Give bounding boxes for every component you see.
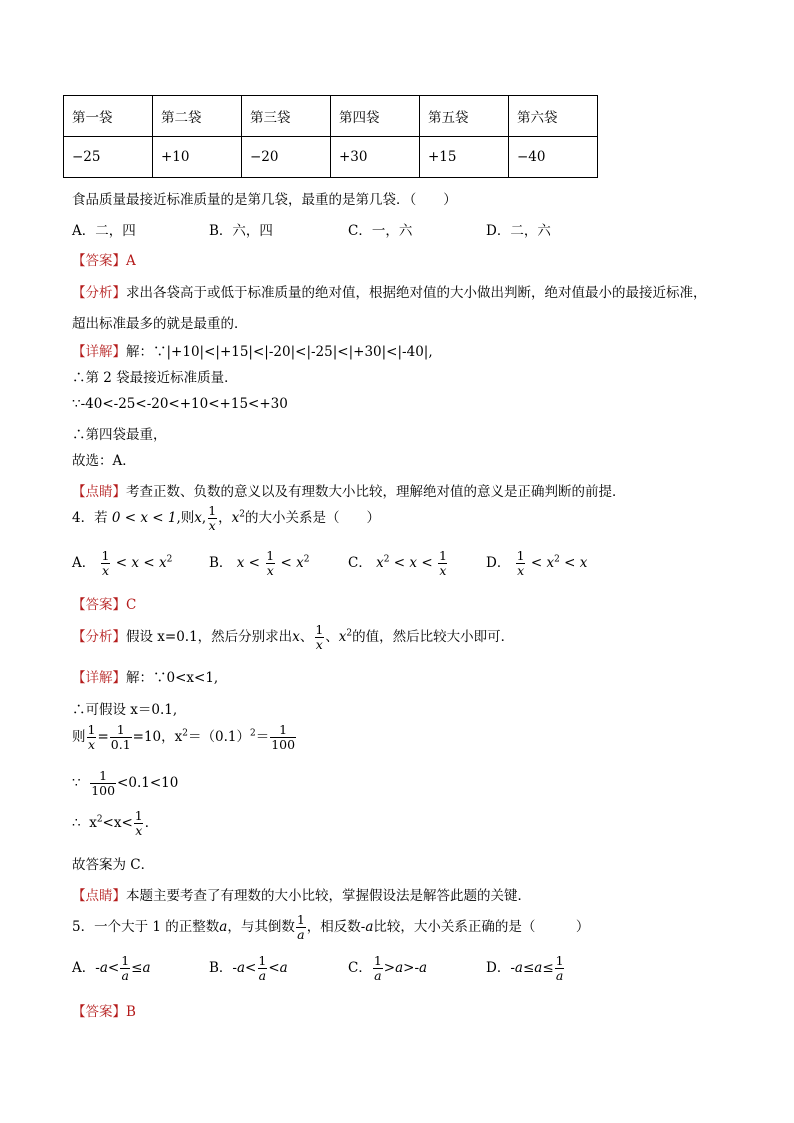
exponent: 2 bbox=[96, 814, 103, 825]
fraction-1-over-x bbox=[87, 724, 97, 751]
q3-analysis-cont: 超出标准最多的就是最重的． bbox=[72, 316, 248, 332]
q5-stem-end: 比较，大小关系正确的是（ ） bbox=[373, 919, 590, 935]
eq: ＝ bbox=[255, 729, 270, 745]
q3-comment bbox=[72, 480, 626, 500]
frac-den: 0.1 bbox=[110, 736, 131, 752]
q3-option-b: B．六，四 bbox=[209, 223, 273, 239]
frac-num: 1 bbox=[99, 768, 108, 783]
exponent: 2 bbox=[383, 554, 390, 565]
neg: - bbox=[414, 960, 420, 976]
var-a: a bbox=[365, 919, 374, 935]
lt: < bbox=[564, 555, 576, 571]
q4-detail-line: 故答案为 C． bbox=[72, 857, 155, 873]
frac-den: x bbox=[315, 636, 323, 652]
comment-text: 考查正数、负数的意义以及有理数大小比较，理解绝对值的意义是正确判断的前提． bbox=[126, 484, 626, 500]
table-header-cell: 第一袋 bbox=[64, 96, 153, 137]
frac-num: 1 bbox=[121, 953, 130, 968]
frac-den: 100 bbox=[91, 782, 116, 798]
frac-num: 1 bbox=[208, 503, 217, 518]
frac-num: 1 bbox=[296, 912, 305, 927]
le: ≤ bbox=[522, 960, 535, 976]
frac-den: x bbox=[135, 822, 143, 838]
exponent: 2 bbox=[346, 628, 353, 639]
q5-stem-suffix: ，相反数- bbox=[306, 919, 366, 935]
frac-num: 1 bbox=[87, 722, 96, 737]
fraction-1-over-0.1 bbox=[110, 724, 132, 751]
lt: < bbox=[280, 555, 292, 571]
var-a: a bbox=[236, 960, 246, 976]
frac-num: 1 bbox=[101, 548, 110, 563]
var-a: a bbox=[534, 960, 543, 976]
fraction-1-over-a bbox=[296, 914, 306, 941]
therefore-symbol: ∴ bbox=[72, 815, 81, 831]
lt: < bbox=[421, 555, 433, 571]
var-x: x bbox=[579, 555, 588, 571]
frac-num: 1 bbox=[116, 722, 125, 737]
q5-stem bbox=[72, 914, 589, 941]
q4-detail-line bbox=[72, 810, 158, 837]
var-x: x bbox=[376, 555, 384, 571]
option-label: C． bbox=[348, 960, 372, 976]
table-header-cell: 第六袋 bbox=[509, 96, 598, 137]
q5-option-c bbox=[348, 955, 427, 982]
q3-option-c: C．一，六 bbox=[348, 223, 413, 239]
q5-option-d bbox=[486, 955, 566, 982]
text: <x< bbox=[102, 815, 133, 831]
frac-num: 1 bbox=[258, 953, 267, 968]
frac-den: a bbox=[555, 967, 564, 983]
sep: ， bbox=[218, 510, 232, 526]
frac-den: x bbox=[517, 562, 525, 578]
var-x: x bbox=[296, 555, 304, 571]
q4-detail-line: ∴可假设 x＝0.1, bbox=[72, 702, 178, 718]
q4-detail bbox=[72, 666, 218, 686]
q5-answer bbox=[72, 1000, 136, 1020]
fraction-1-over-a bbox=[555, 955, 565, 982]
var-x: x bbox=[131, 555, 140, 571]
q3-question: 食品质量最接近标准质量的是第几袋，最重的是第几袋．（ ） bbox=[72, 192, 457, 208]
sep: 、 bbox=[325, 629, 339, 645]
option-label: C． bbox=[348, 555, 372, 571]
lt: < bbox=[268, 960, 280, 976]
q4-detail-line bbox=[72, 770, 178, 797]
frac-num: 1 bbox=[315, 622, 324, 637]
table-cell: +30 bbox=[331, 137, 420, 178]
fraction-1-over-a bbox=[257, 955, 267, 982]
frac-den: x bbox=[101, 562, 110, 578]
period: ． bbox=[144, 815, 159, 831]
neg: - bbox=[232, 960, 237, 976]
q4-detail-line bbox=[72, 724, 297, 751]
neg: - bbox=[95, 960, 100, 976]
frac-num: 1 bbox=[266, 548, 275, 563]
q4-answer bbox=[72, 593, 136, 613]
detail-text: 解：∵|+10|<|+15|<|-20|<|-25|<|+30|<|-40|, bbox=[126, 344, 433, 360]
exponent: 2 bbox=[249, 728, 256, 739]
q3-detail-line: ∵-40<-25<-20<+10<+15<+30 bbox=[72, 396, 288, 412]
lt: < bbox=[107, 960, 120, 976]
var-a: a bbox=[219, 919, 228, 935]
exponent: 2 bbox=[554, 554, 560, 565]
q3-analysis bbox=[72, 281, 707, 301]
frac-den: 100 bbox=[271, 736, 296, 752]
var-x: x bbox=[236, 555, 245, 571]
lt: < bbox=[248, 555, 260, 571]
var-x: x bbox=[292, 629, 300, 645]
var-x: x bbox=[89, 815, 97, 831]
var-a: a bbox=[395, 960, 404, 976]
q4-option-a bbox=[72, 550, 172, 577]
answer-tag: 【答案】 bbox=[72, 253, 126, 269]
var-a: a bbox=[99, 960, 108, 976]
answer-tag: 【答案】 bbox=[72, 597, 126, 613]
q5-option-a bbox=[72, 955, 151, 982]
var-x: x bbox=[338, 629, 347, 645]
frac-den: x bbox=[87, 736, 95, 752]
gt: > bbox=[403, 960, 415, 976]
gt: > bbox=[383, 960, 396, 976]
q3-detail-line: ∴第 2 袋最接近标准质量． bbox=[72, 370, 238, 386]
q4-condition: 0 < x < 1 bbox=[111, 510, 177, 526]
exponent: 2 bbox=[166, 554, 173, 565]
comment-tag: 【点睛】 bbox=[72, 484, 126, 500]
var-x: x bbox=[409, 555, 418, 571]
fraction-1-over-a bbox=[373, 955, 383, 982]
answer-value: A bbox=[126, 253, 136, 269]
q4-stem-prefix: 4．若 bbox=[72, 510, 108, 526]
var-x: x bbox=[231, 510, 240, 526]
var-a: a bbox=[514, 960, 523, 976]
fraction-1-over-x bbox=[314, 624, 324, 651]
q4-stem-suffix: 的大小关系是（ ） bbox=[245, 510, 381, 526]
q5-option-b bbox=[209, 955, 288, 982]
exponent: 2 bbox=[303, 554, 310, 565]
table-cell: −40 bbox=[509, 137, 598, 178]
lt: < bbox=[530, 555, 543, 571]
fraction-1-over-x bbox=[265, 550, 275, 577]
text: 则 bbox=[72, 729, 86, 745]
q3-detail-line: ∴第四袋最重， bbox=[72, 427, 167, 443]
option-label: A． bbox=[72, 960, 96, 976]
comment-text: 本题主要考查了有理数的大小比较，掌握假设法是解答此题的关键． bbox=[126, 888, 531, 904]
fraction-1-over-x bbox=[134, 810, 144, 837]
frac-num: 1 bbox=[373, 953, 382, 968]
frac-num: 1 bbox=[279, 722, 288, 737]
fraction-1-over-x bbox=[516, 550, 526, 577]
fraction-1-over-x bbox=[438, 550, 448, 577]
var-a: a bbox=[419, 960, 428, 976]
q3-detail-line: 故选：A． bbox=[72, 453, 136, 469]
frac-num: 1 bbox=[555, 953, 564, 968]
analysis-text: 假设 x=0.1，然后分别求出 bbox=[126, 629, 293, 645]
frac-den: a bbox=[374, 967, 382, 983]
option-label: D． bbox=[486, 960, 511, 976]
answer-tag: 【答案】 bbox=[72, 1004, 126, 1020]
q3-answer bbox=[72, 249, 136, 269]
q5-stem-mid: ，与其倒数 bbox=[227, 919, 295, 935]
q4-comment bbox=[72, 884, 531, 904]
q3-option-a: A．二，四 bbox=[72, 223, 136, 239]
because-symbol: ∵ bbox=[72, 775, 81, 791]
text: <0.1<10 bbox=[117, 775, 179, 791]
frac-den: x bbox=[266, 562, 274, 578]
option-label: D． bbox=[486, 555, 511, 571]
detail-tag: 【详解】 bbox=[72, 344, 126, 360]
comment-tag: 【点睛】 bbox=[72, 888, 126, 904]
exponent: 2 bbox=[182, 728, 188, 739]
lt: < bbox=[115, 555, 128, 571]
q4-stem-mid: ,则 bbox=[176, 510, 195, 526]
fraction-1-over-a bbox=[120, 955, 130, 982]
fraction-1-over-x bbox=[101, 550, 111, 577]
frac-num: 1 bbox=[516, 548, 525, 563]
var-x: x bbox=[546, 555, 555, 571]
table-row bbox=[64, 137, 598, 178]
table-header-cell: 第五袋 bbox=[420, 96, 509, 137]
exponent: 2 bbox=[239, 509, 246, 520]
table-cell: −20 bbox=[242, 137, 331, 178]
sep: 、 bbox=[299, 629, 314, 645]
frac-den: a bbox=[121, 967, 129, 983]
q3-detail bbox=[72, 340, 433, 360]
frac-num: 1 bbox=[438, 548, 447, 563]
table-header-cell: 第三袋 bbox=[242, 96, 331, 137]
table-header-cell: 第四袋 bbox=[331, 96, 420, 137]
lt: < bbox=[245, 960, 257, 976]
analysis-tag: 【分析】 bbox=[72, 285, 126, 301]
q5-stem-prefix: 5．一个大于 1 的正整数 bbox=[72, 919, 220, 935]
analysis-text: 的值，然后比较大小即可． bbox=[352, 629, 515, 645]
fraction-1-over-100 bbox=[90, 770, 116, 797]
frac-den: x bbox=[208, 517, 216, 533]
q4-analysis bbox=[72, 624, 514, 651]
weight-table bbox=[63, 95, 598, 178]
eq: = bbox=[97, 729, 109, 745]
frac-den: x bbox=[439, 562, 447, 578]
option-label: A． bbox=[72, 555, 96, 571]
analysis-tag: 【分析】 bbox=[72, 629, 126, 645]
frac-den: a bbox=[297, 926, 305, 942]
var-x: x bbox=[158, 555, 167, 571]
table-header-row bbox=[64, 96, 598, 137]
q4-option-b bbox=[209, 550, 309, 577]
q4-option-d bbox=[486, 550, 587, 577]
analysis-text: 求出各袋高于或低于标准质量的绝对值，根据绝对值的大小做出判断，绝对值最小的最接近标准， bbox=[126, 285, 707, 301]
q4-option-c bbox=[348, 550, 449, 577]
var-a: a bbox=[279, 960, 288, 976]
answer-value: C bbox=[126, 597, 137, 613]
neg: - bbox=[510, 960, 515, 976]
q4-stem bbox=[72, 505, 380, 532]
frac-num: 1 bbox=[134, 808, 143, 823]
fraction-1-over-100 bbox=[270, 724, 296, 751]
option-label: B． bbox=[209, 555, 233, 571]
le: ≤ bbox=[131, 960, 143, 976]
frac-den: a bbox=[258, 967, 267, 983]
option-label: B． bbox=[209, 960, 233, 976]
comma: , bbox=[201, 510, 207, 526]
var-a: a bbox=[142, 960, 151, 976]
table-cell: +15 bbox=[420, 137, 509, 178]
fraction-1-over-x bbox=[207, 505, 217, 532]
table-cell: −25 bbox=[64, 137, 153, 178]
q3-option-d: D．二，六 bbox=[486, 223, 551, 239]
table-header-cell: 第二袋 bbox=[153, 96, 242, 137]
text: =10，x bbox=[132, 729, 183, 745]
text: ＝（0.1） bbox=[188, 729, 250, 745]
var-x: x bbox=[194, 510, 202, 526]
lt: < bbox=[393, 555, 406, 571]
answer-value: B bbox=[126, 1004, 136, 1020]
lt: < bbox=[143, 555, 155, 571]
table-cell: +10 bbox=[153, 137, 242, 178]
detail-tag: 【详解】 bbox=[72, 670, 126, 686]
le: ≤ bbox=[542, 960, 554, 976]
detail-text: 解：∵0<x<1, bbox=[126, 670, 219, 686]
